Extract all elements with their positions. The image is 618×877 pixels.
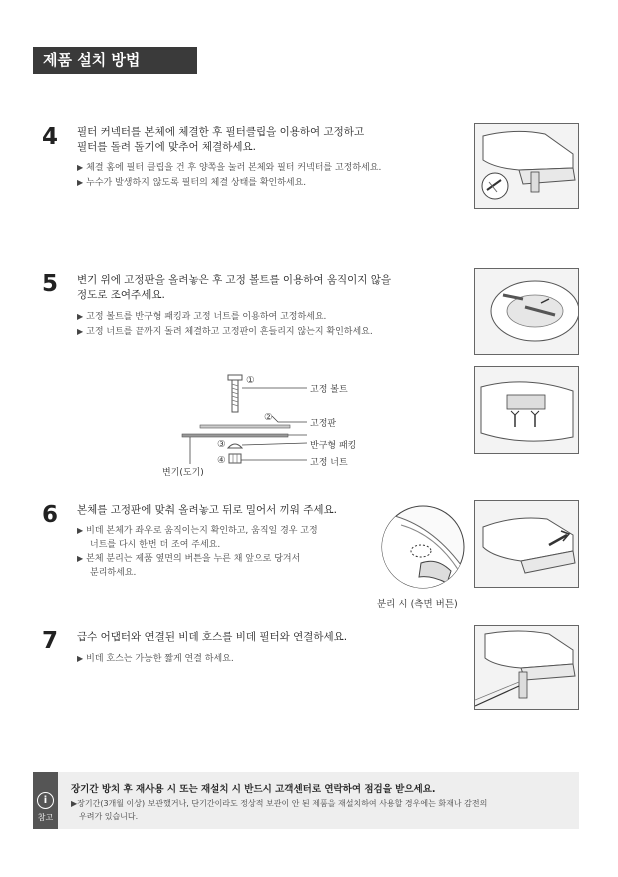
step-4-number: 4 — [42, 124, 59, 150]
step-5-number: 5 — [42, 271, 59, 297]
step-4-heading: 필터 커넥터를 본체에 체결한 후 필터클립을 이용하여 고정하고 필터를 돌려 돌기에 맞추어 체결하세요. — [77, 126, 365, 153]
step-4-bullets — [77, 161, 381, 190]
step-6-heading: 본체를 고정판에 맞춰 올려놓고 뒤로 밀어서 끼워 주세요. — [77, 504, 337, 516]
step-7-bullets — [77, 652, 234, 667]
step-5-heading: 변기 위에 고정판을 올려놓은 후 고정 볼트를 이용하여 움직이지 않을 정도로 조여주세요. — [77, 274, 392, 301]
assembly-diagram — [160, 368, 370, 483]
part-label-packing: 반구형 패킹 — [310, 441, 357, 451]
note-sidebar — [33, 772, 58, 829]
bullet-item: ▶ 비데 호스는 가능한 짧게 연결 하세요. — [77, 654, 234, 664]
step-6-photo — [474, 500, 579, 588]
part-number-4: ④ — [217, 455, 226, 466]
part-number-1: ① — [246, 375, 255, 386]
step-7-number: 7 — [42, 628, 59, 654]
step-6-bullets: ▶ 비데 본체가 좌우로 움직이는지 확인하고, 움직일 경우 고정 너트를 다시 한번 더 조여 주세요. ▶ 본체 분리는 제품 옆면의 버튼을 누른 채 앞으로 당겨서 분리하세요. — [77, 524, 367, 580]
note-heading: 장기간 방치 후 재사용 시 또는 재설치 시 반드시 고객센터로 연락하여 점검을 받으세요. — [71, 784, 436, 795]
part-number-2: ② — [264, 412, 273, 423]
bullet-item: ▶ 비데 본체가 좌우로 움직이는지 확인하고, 움직일 경우 고정 — [77, 526, 318, 536]
note-label: 참고 — [37, 813, 54, 822]
step-5-bullets — [77, 310, 373, 339]
step-5-photo-top — [474, 268, 579, 355]
info-icon: i — [37, 792, 54, 809]
side-button-illustration — [381, 505, 465, 589]
base-label: 변기(도기) — [162, 468, 204, 478]
note-box — [33, 772, 579, 829]
part-label-nut: 고정 너트 — [310, 458, 348, 468]
step-5-photo-bottom — [474, 366, 579, 454]
part-number-3: ③ — [217, 439, 226, 450]
step-7-photo — [474, 625, 579, 710]
part-label-plate: 고정판 — [310, 419, 337, 429]
bullet-item: ▶ 누수가 발생하지 않도록 필터의 체결 상태를 확인하세요. — [77, 177, 307, 188]
side-button-caption: 분리 시 (측면 버튼) — [377, 599, 458, 610]
bullet-item: ▶ 고정 볼트를 반구형 패킹과 고정 너트를 이용하여 고정하세요. — [77, 312, 327, 322]
step-6-number: 6 — [42, 502, 59, 528]
part-label-bolt: 고정 볼트 — [310, 385, 348, 395]
bullet-item: ▶ 고정 너트를 끝까지 돌려 체결하고 고정판이 흔들리지 않는지 확인하세요. — [77, 326, 373, 337]
step-7-heading: 급수 어댑터와 연결된 비데 호스를 비데 필터와 연결하세요. — [77, 631, 348, 643]
note-body: ▶장기간(3개월 이상) 보관했거나, 단기간이라도 정상적 보관이 안 된 제품을 재설치하여 사용할 경우에는 화재나 감전의 우려가 있습니다. — [71, 799, 488, 821]
section-title: 제품 설치 방법 — [33, 47, 197, 74]
bullet-item: ▶ 체결 홈에 필터 클립을 건 후 양쪽을 눌러 본체와 필터 커넥터를 고정하세요. — [77, 163, 382, 173]
step-4-photo — [474, 123, 579, 209]
bullet-item: ▶ 본체 분리는 제품 옆면의 버튼을 누른 채 앞으로 당겨서 — [77, 554, 301, 564]
